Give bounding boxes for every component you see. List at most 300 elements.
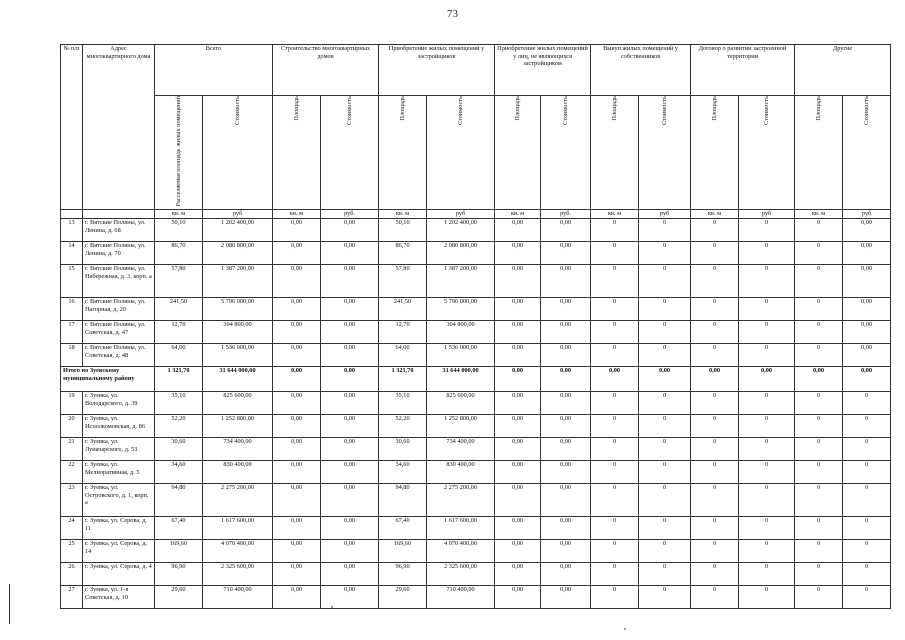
row-value: 5 796 000,00 xyxy=(427,298,495,321)
row-value: 0,00 xyxy=(273,344,321,367)
page-number: 73 xyxy=(447,8,458,20)
row-value: 0 xyxy=(591,392,639,415)
subheader xyxy=(379,96,427,210)
row-value: 0,00 xyxy=(321,586,379,609)
row-value: 34,60 xyxy=(155,461,203,484)
header-group-buyout: Выкуп жилых помещений у собственников xyxy=(591,45,691,96)
row-value: 0 xyxy=(795,219,843,242)
subheader-label: Площадь xyxy=(815,96,823,121)
total-value: 31 644 000,00 xyxy=(427,367,495,392)
row-value: 0 xyxy=(843,415,891,438)
row-number: 19 xyxy=(61,392,83,415)
header-group-other: Другие xyxy=(795,45,891,96)
subheader xyxy=(843,96,891,210)
subheader xyxy=(739,96,795,210)
row-value: 0 xyxy=(591,586,639,609)
row-value: 50,10 xyxy=(155,219,203,242)
total-value: 31 644 000,00 xyxy=(203,367,273,392)
row-value: 0 xyxy=(795,321,843,344)
row-value: 0 xyxy=(691,298,739,321)
row-value: 0 xyxy=(691,219,739,242)
units-empty xyxy=(83,210,155,219)
row-value: 0,00 xyxy=(495,242,541,265)
row-value: 710 400,00 xyxy=(203,586,273,609)
row-value: 30,60 xyxy=(155,438,203,461)
row-value: 96,90 xyxy=(379,563,427,586)
row-value: 0 xyxy=(639,219,691,242)
row-value: 1 252 800,00 xyxy=(203,415,273,438)
unit-cell: кв. м xyxy=(795,210,843,219)
row-value: 0 xyxy=(739,517,795,540)
row-value: 0 xyxy=(591,517,639,540)
total-value: 0,00 xyxy=(691,367,739,392)
unit-cell: руб. xyxy=(541,210,591,219)
row-number: 22 xyxy=(61,461,83,484)
row-value: 0,00 xyxy=(273,298,321,321)
row-value: 0 xyxy=(739,563,795,586)
row-value: 0,00 xyxy=(541,586,591,609)
row-value: 0,00 xyxy=(541,298,591,321)
subheader xyxy=(495,96,541,210)
row-value: 0 xyxy=(795,298,843,321)
row-number: 23 xyxy=(61,484,83,517)
row-value: 0,00 xyxy=(843,265,891,298)
row-value: 825 600,00 xyxy=(427,392,495,415)
subheader xyxy=(321,96,379,210)
subheader xyxy=(273,96,321,210)
subheader xyxy=(639,96,691,210)
row-value: 1 387 200,00 xyxy=(427,265,495,298)
row-value: 710 400,00 xyxy=(427,586,495,609)
subheader-label: Стоимость xyxy=(863,96,871,126)
row-value: 0 xyxy=(591,242,639,265)
row-address: г. Вятские Поляны, ул. Набережная, д. 3, корп. а xyxy=(83,265,155,298)
row-value: 0 xyxy=(795,392,843,415)
header-group-total: Всего xyxy=(155,45,273,96)
row-value: 0,00 xyxy=(495,219,541,242)
row-value: 0 xyxy=(795,265,843,298)
row-value: 0 xyxy=(691,392,739,415)
row-value: 169,60 xyxy=(379,540,427,563)
row-value: 0 xyxy=(591,415,639,438)
row-value: 0,00 xyxy=(541,540,591,563)
row-value: 35,10 xyxy=(155,392,203,415)
row-value: 241,50 xyxy=(155,298,203,321)
row-value: 0,00 xyxy=(495,484,541,517)
subheader-label: Площадь xyxy=(293,96,301,121)
row-address: г. Зуевка, ул. Луначарского, д. 53 xyxy=(83,438,155,461)
subheader-label: Стоимость xyxy=(457,96,465,126)
header-group-purchase-developer: Приобретение жилых помещений у застройщиков xyxy=(379,45,495,96)
header-group-development-contract: Договор о развитии застроенной территории xyxy=(691,45,795,96)
row-value: 0 xyxy=(795,563,843,586)
row-value: 0 xyxy=(639,344,691,367)
row-number: 15 xyxy=(61,265,83,298)
row-value: 0,00 xyxy=(321,392,379,415)
row-value: 825 600,00 xyxy=(203,392,273,415)
table-row xyxy=(61,438,891,461)
row-value: 0 xyxy=(739,586,795,609)
row-value: 0 xyxy=(639,265,691,298)
row-value: 0 xyxy=(739,415,795,438)
row-value: 0 xyxy=(795,586,843,609)
subheader xyxy=(541,96,591,210)
row-address: г. Зуевка, ул. Володарского, д. 39 xyxy=(83,392,155,415)
row-value: 734 400,00 xyxy=(203,438,273,461)
row-value: 0 xyxy=(843,484,891,517)
row-value: 12,70 xyxy=(379,321,427,344)
table-row xyxy=(61,321,891,344)
unit-cell: кв. м xyxy=(379,210,427,219)
total-value: 0,00 xyxy=(843,367,891,392)
row-value: 0 xyxy=(639,321,691,344)
subheader-label: Площадь xyxy=(711,96,719,121)
row-value: 0,00 xyxy=(541,461,591,484)
row-value: 0 xyxy=(691,415,739,438)
scan-speck xyxy=(624,628,626,630)
row-value: 0,00 xyxy=(495,415,541,438)
row-value: 0,00 xyxy=(495,265,541,298)
row-value: 0 xyxy=(691,586,739,609)
row-value: 64,00 xyxy=(155,344,203,367)
row-value: 0 xyxy=(795,438,843,461)
row-value: 0,00 xyxy=(541,344,591,367)
row-value: 0,00 xyxy=(273,242,321,265)
row-value: 830 400,00 xyxy=(427,461,495,484)
unit-cell: кв. м xyxy=(691,210,739,219)
row-value: 4 070 400,00 xyxy=(427,540,495,563)
row-value: 0,00 xyxy=(541,321,591,344)
row-value: 5 796 000,00 xyxy=(203,298,273,321)
table-row xyxy=(61,517,891,540)
row-value: 0,00 xyxy=(843,344,891,367)
row-value: 0 xyxy=(795,484,843,517)
row-value: 0,00 xyxy=(541,484,591,517)
row-value: 0,00 xyxy=(495,540,541,563)
row-address: г. Зуевка, ул. 1-я Советская, д. 10 xyxy=(83,586,155,609)
row-value: 0,00 xyxy=(495,461,541,484)
unit-cell: кв. м xyxy=(591,210,639,219)
table-row xyxy=(61,392,891,415)
row-number: 16 xyxy=(61,298,83,321)
subheader-label: Площадь xyxy=(514,96,522,121)
row-value: 0 xyxy=(691,461,739,484)
unit-cell: руб xyxy=(843,210,891,219)
row-value: 50,10 xyxy=(379,219,427,242)
row-value: 0 xyxy=(591,563,639,586)
row-value: 0,00 xyxy=(843,321,891,344)
row-value: 12,70 xyxy=(155,321,203,344)
total-label: Итого по Зуевскому муниципальному району xyxy=(61,367,155,392)
row-value: 0 xyxy=(843,586,891,609)
subheader xyxy=(795,96,843,210)
row-value: 0 xyxy=(739,540,795,563)
subheader-label: Стоимость xyxy=(562,96,570,126)
row-value: 0 xyxy=(691,484,739,517)
row-value: 0 xyxy=(591,219,639,242)
row-value: 52,20 xyxy=(379,415,427,438)
row-value: 0 xyxy=(591,344,639,367)
row-value: 52,20 xyxy=(155,415,203,438)
row-value: 0,00 xyxy=(273,484,321,517)
row-value: 304 800,00 xyxy=(203,321,273,344)
row-address: г. Зуевка, ул. Исполкомовская, д. 86 xyxy=(83,415,155,438)
row-value: 0,00 xyxy=(273,540,321,563)
row-value: 0 xyxy=(795,540,843,563)
row-value: 0 xyxy=(795,517,843,540)
row-value: 0 xyxy=(691,438,739,461)
row-value: 0 xyxy=(591,461,639,484)
total-row xyxy=(61,367,891,392)
header-no: № п/п xyxy=(61,45,83,210)
table-row xyxy=(61,219,891,242)
row-address: г. Вятские Поляны, ул. Советская, д. 47 xyxy=(83,321,155,344)
row-value: 0 xyxy=(739,392,795,415)
row-value: 2 325 600,00 xyxy=(427,563,495,586)
unit-cell: кв. м xyxy=(155,210,203,219)
row-value: 0,00 xyxy=(321,461,379,484)
row-value: 0,00 xyxy=(321,265,379,298)
total-value: 0,00 xyxy=(495,367,541,392)
row-address: г. Зуевка, ул. Серова, д. 11 xyxy=(83,517,155,540)
row-value: 0 xyxy=(639,415,691,438)
row-value: 0,00 xyxy=(495,517,541,540)
row-value: 0 xyxy=(691,563,739,586)
row-value: 2 275 200,00 xyxy=(427,484,495,517)
header-group-construction: Строительство многоквартирных домов xyxy=(273,45,379,96)
row-value: 0 xyxy=(691,540,739,563)
row-value: 0,00 xyxy=(541,219,591,242)
unit-cell: кв. м xyxy=(273,210,321,219)
row-number: 26 xyxy=(61,563,83,586)
row-value: 0,00 xyxy=(495,392,541,415)
row-value: 0 xyxy=(691,344,739,367)
table-row xyxy=(61,242,891,265)
row-value: 0 xyxy=(691,517,739,540)
row-value: 0,00 xyxy=(321,540,379,563)
row-value: 734 400,00 xyxy=(427,438,495,461)
row-value: 0,00 xyxy=(273,321,321,344)
row-value: 0 xyxy=(639,392,691,415)
row-value: 0 xyxy=(795,242,843,265)
table-row xyxy=(61,484,891,517)
row-value: 4 070 400,00 xyxy=(203,540,273,563)
row-value: 1 617 600,00 xyxy=(427,517,495,540)
table-row xyxy=(61,344,891,367)
subheader-label: Стоимость xyxy=(234,96,241,126)
row-value: 0,00 xyxy=(321,517,379,540)
total-value: 1 321,70 xyxy=(155,367,203,392)
row-value: 0,00 xyxy=(541,438,591,461)
unit-cell: руб. xyxy=(321,210,379,219)
row-value: 1 536 000,00 xyxy=(427,344,495,367)
row-value: 0 xyxy=(591,438,639,461)
row-value: 0 xyxy=(739,438,795,461)
resettlement-table xyxy=(60,44,891,609)
row-value: 0,00 xyxy=(495,563,541,586)
row-value: 0,00 xyxy=(321,563,379,586)
row-number: 24 xyxy=(61,517,83,540)
row-value: 1 387 200,00 xyxy=(203,265,273,298)
row-value: 304 800,00 xyxy=(427,321,495,344)
row-value: 0 xyxy=(691,242,739,265)
row-value: 86,70 xyxy=(155,242,203,265)
subheader-label: Площадь xyxy=(399,96,407,121)
row-value: 0,00 xyxy=(273,517,321,540)
unit-cell: руб xyxy=(739,210,795,219)
row-value: 35,10 xyxy=(379,392,427,415)
row-value: 0,00 xyxy=(321,415,379,438)
total-value: 0,00 xyxy=(795,367,843,392)
row-value: 0 xyxy=(691,321,739,344)
row-value: 0,00 xyxy=(495,298,541,321)
header-group-purchase-non-developer: Приобретение жилых помещений у лиц, не являющихся застройщиком xyxy=(495,45,591,96)
table-row xyxy=(61,298,891,321)
total-value: 0,00 xyxy=(639,367,691,392)
row-value: 0,00 xyxy=(273,563,321,586)
subheader-label: Стоимость xyxy=(661,96,669,126)
row-value: 0,00 xyxy=(321,298,379,321)
row-value: 0,00 xyxy=(273,265,321,298)
subheader xyxy=(203,96,273,210)
row-number: 13 xyxy=(61,219,83,242)
row-value: 0,00 xyxy=(843,242,891,265)
row-value: 0,00 xyxy=(843,298,891,321)
row-value: 0 xyxy=(591,484,639,517)
row-value: 34,60 xyxy=(379,461,427,484)
subheader-label: Стоимость xyxy=(763,96,771,126)
row-address: г. Зуевка, ул. Серова, д. 14 xyxy=(83,540,155,563)
subheader xyxy=(155,96,203,210)
total-value: 0,00 xyxy=(739,367,795,392)
row-address: г. Вятские Поляны, ул. Ленина, д. 70 xyxy=(83,242,155,265)
row-value: 0,00 xyxy=(273,392,321,415)
row-value: 64,00 xyxy=(379,344,427,367)
row-value: 57,80 xyxy=(379,265,427,298)
row-value: 0,00 xyxy=(541,415,591,438)
row-value: 0 xyxy=(795,415,843,438)
row-value: 0 xyxy=(591,321,639,344)
units-row xyxy=(61,210,891,219)
total-value: 0,00 xyxy=(591,367,639,392)
total-value: 0,00 xyxy=(273,367,321,392)
row-value: 1 252 800,00 xyxy=(427,415,495,438)
subheader-label: Площадь xyxy=(611,96,619,121)
subheader xyxy=(427,96,495,210)
row-value: 1 617 600,00 xyxy=(203,517,273,540)
unit-cell: руб xyxy=(203,210,273,219)
row-value: 0 xyxy=(843,563,891,586)
row-value: 0 xyxy=(639,298,691,321)
row-value: 0 xyxy=(639,461,691,484)
row-address: г. Зуевка, ул. Мелиоративная, д. 5 xyxy=(83,461,155,484)
row-value: 0 xyxy=(843,517,891,540)
row-value: 0 xyxy=(843,540,891,563)
row-value: 0,00 xyxy=(321,438,379,461)
row-value: 0 xyxy=(795,344,843,367)
row-value: 57,80 xyxy=(155,265,203,298)
row-value: 0,00 xyxy=(843,219,891,242)
subheader xyxy=(591,96,639,210)
row-value: 0 xyxy=(639,438,691,461)
row-address: г. Зуевка, ул. Серова, д. 4 xyxy=(83,563,155,586)
row-value: 0,00 xyxy=(321,242,379,265)
row-value: 0 xyxy=(691,265,739,298)
row-address: г. Вятские Поляны, ул. Советская, д. 48 xyxy=(83,344,155,367)
table-row xyxy=(61,563,891,586)
row-value: 0,00 xyxy=(321,484,379,517)
row-value: 0,00 xyxy=(321,344,379,367)
row-address: г. Вятские Поляны, ул. Ленина, д. 68 xyxy=(83,219,155,242)
total-value: 0,00 xyxy=(321,367,379,392)
row-number: 27 xyxy=(61,586,83,609)
row-value: 0 xyxy=(739,265,795,298)
row-number: 20 xyxy=(61,415,83,438)
row-value: 0,00 xyxy=(495,321,541,344)
row-number: 18 xyxy=(61,344,83,367)
row-value: 0,00 xyxy=(321,219,379,242)
row-value: 0,00 xyxy=(541,392,591,415)
unit-cell: руб xyxy=(639,210,691,219)
row-value: 0,00 xyxy=(541,563,591,586)
row-value: 0,00 xyxy=(495,344,541,367)
row-value: 0 xyxy=(739,344,795,367)
table-row xyxy=(61,586,891,609)
row-value: 67,40 xyxy=(155,517,203,540)
row-number: 17 xyxy=(61,321,83,344)
row-value: 0,00 xyxy=(541,242,591,265)
row-value: 1 202 400,00 xyxy=(203,219,273,242)
table-body xyxy=(61,210,891,609)
row-value: 0,00 xyxy=(273,415,321,438)
row-value: 0,00 xyxy=(541,265,591,298)
scan-margin-mark xyxy=(9,584,10,624)
row-value: 0 xyxy=(795,461,843,484)
row-number: 14 xyxy=(61,242,83,265)
row-value: 2 325 600,00 xyxy=(203,563,273,586)
row-value: 29,60 xyxy=(155,586,203,609)
total-value: 1 321,70 xyxy=(379,367,427,392)
row-value: 241,50 xyxy=(379,298,427,321)
row-value: 0 xyxy=(591,298,639,321)
total-value: 0,00 xyxy=(541,367,591,392)
row-value: 0,00 xyxy=(321,321,379,344)
row-value: 29,60 xyxy=(379,586,427,609)
row-value: 0 xyxy=(739,219,795,242)
row-value: 67,40 xyxy=(379,517,427,540)
row-value: 0,00 xyxy=(273,461,321,484)
unit-cell: руб xyxy=(427,210,495,219)
row-value: 0,00 xyxy=(495,586,541,609)
row-address: г. Вятские Поляны, ул. Нагорная, д. 20 xyxy=(83,298,155,321)
row-value: 0,00 xyxy=(273,586,321,609)
row-value: 0 xyxy=(843,461,891,484)
row-number: 25 xyxy=(61,540,83,563)
table-row xyxy=(61,415,891,438)
row-value: 0,00 xyxy=(273,219,321,242)
row-value: 0 xyxy=(639,242,691,265)
subheader xyxy=(691,96,739,210)
header-address: Адрес многоквартирного дома xyxy=(83,45,155,210)
row-value: 0,00 xyxy=(541,517,591,540)
row-value: 0 xyxy=(639,563,691,586)
row-value: 0 xyxy=(739,484,795,517)
scan-speck xyxy=(331,606,333,608)
row-value: 0 xyxy=(639,586,691,609)
row-value: 0 xyxy=(739,298,795,321)
row-value: 86,70 xyxy=(379,242,427,265)
row-value: 2 275 200,00 xyxy=(203,484,273,517)
